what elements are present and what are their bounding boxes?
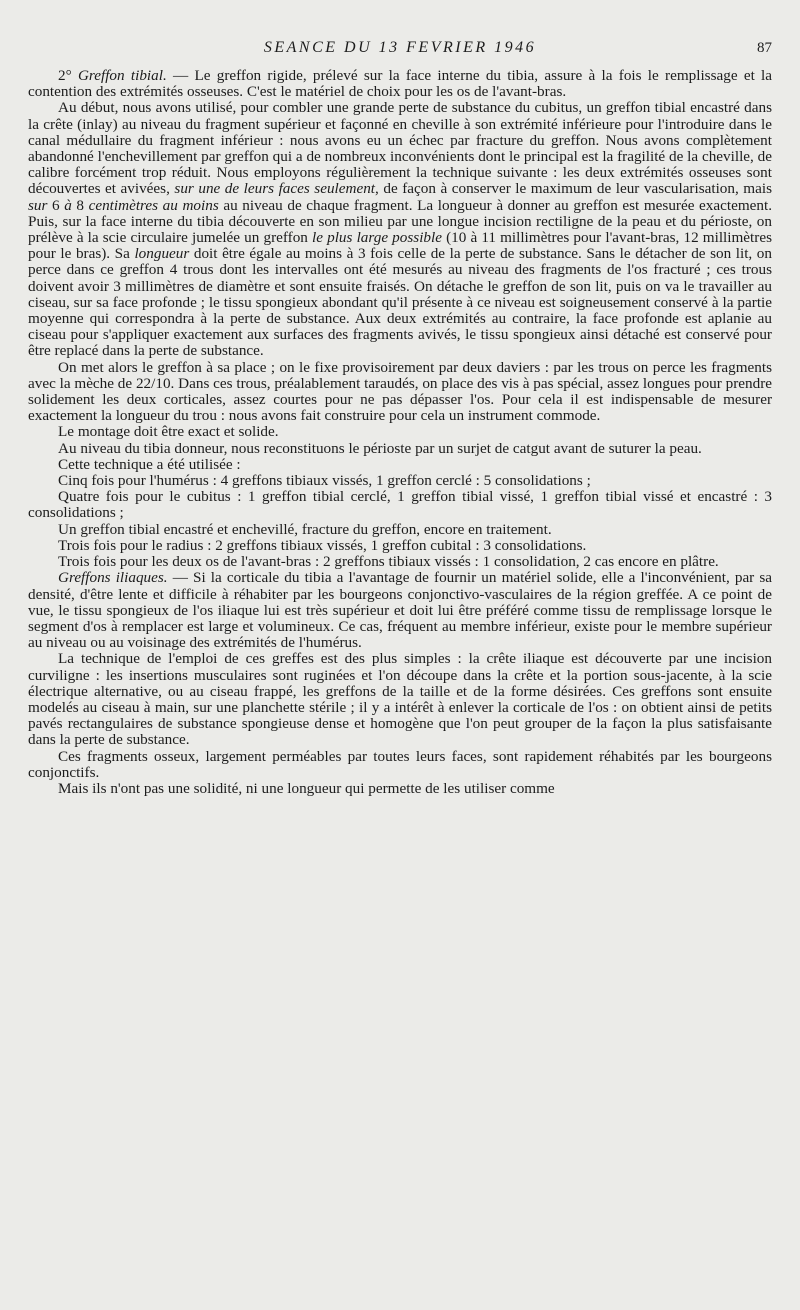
italic-run: à bbox=[64, 196, 72, 214]
text-run: Au niveau du tibia donneur, nous reconstituons le périoste par un surjet de catgut avant de suturer la peau. bbox=[58, 439, 702, 457]
paragraph bbox=[28, 424, 772, 440]
text-run: Trois fois pour les deux os de l'avant-bras : 2 greffons tibiaux vissés : 1 consolidation, 2 cas encore en plâtre. bbox=[58, 553, 719, 571]
paragraph bbox=[28, 749, 772, 781]
italic-run: Greffons iliaques. bbox=[58, 569, 168, 587]
text-run: 8 bbox=[71, 196, 89, 214]
text-run: Au début, nous avons utilisé, pour combler une grande perte de substance du cubitus, un greffon tibial encastré dans la crête (inlay) au niveau du fragment supérieur et façonné en cheville à son extrémité inférieure pour l'introduire dans le canal médullaire du fragment inférieur : nous avons eu un échec par fracture du greffon. Nous avons complètement abandonné l'enchevillement par greffon qui a de nombreux inconvénients dont le principal est la fragilité de la cheville, de calibre forcément trop réduit. Nous employons régulièrement la technique suivante : les deux extrémités osseuses sont découvertes et avivées, bbox=[28, 99, 772, 198]
paragraph bbox=[28, 554, 772, 570]
paragraph bbox=[28, 522, 772, 538]
running-header bbox=[28, 36, 772, 60]
running-title: SEANCE DU 13 FEVRIER 1946 bbox=[263, 39, 537, 56]
text-run: Mais ils n'ont pas une solidité, ni une longueur qui permette de les utiliser comme bbox=[58, 779, 555, 797]
italic-run: Greffon tibial. bbox=[77, 67, 167, 84]
paragraph bbox=[28, 781, 772, 797]
paragraph bbox=[28, 457, 772, 473]
text-run: Quatre fois pour le cubitus : 1 greffon tibial cerclé, 1 greffon tibial vissé, 1 greffon tibial vissé et encastré : 3 consolidations ; bbox=[28, 488, 772, 522]
italic-run: sur bbox=[28, 196, 48, 214]
text-run: Un greffon tibial encastré et enchevillé, fracture du greffon, encore en traitement. bbox=[58, 520, 552, 538]
text-run: Le montage doit être exact et solide. bbox=[58, 423, 279, 441]
paragraph bbox=[28, 68, 772, 100]
paragraph bbox=[28, 538, 772, 554]
article-body bbox=[28, 68, 772, 797]
page-number: 87 bbox=[757, 40, 772, 56]
text-run: au niveau de chaque fragment. La longueur à donner au greffon est mesurée exactement. Puis, sur la face interne du tibia découverte en son milieu par une longue incision rectiligne de la peau et du périoste, on prélève à la scie circulaire jumelée un greffon bbox=[28, 196, 773, 247]
text-run: On met alors le greffon à sa place ; on le fixe provisoirement par deux daviers : par les trous on perce les fragments avec la mèche de 22/10. Dans ces trous, préalablement taraudés, on place des vis à pas spécial, assez longues pour prendre solidement les deux corticales, assez courtes pour ne pas dépasser l'os. Pour cela il est indispensable de mesurer exactement la longueur du trou : nous avons fait construire pour cela un instrument commode. bbox=[28, 358, 772, 425]
text-run: 6 bbox=[47, 196, 65, 214]
paragraph bbox=[28, 489, 772, 521]
text-run: , de façon à conserver le maximum de leur vascularisation, mais bbox=[375, 180, 772, 198]
paragraph bbox=[28, 441, 772, 457]
italic-run: le plus large possible bbox=[312, 229, 442, 247]
paragraph bbox=[28, 570, 772, 651]
paragraph bbox=[28, 651, 772, 748]
italic-run: sur une de leurs faces seulement bbox=[174, 180, 376, 198]
paragraph bbox=[28, 360, 772, 425]
text-run: Cinq fois pour l'humérus : 4 greffons tibiaux vissés, 1 greffon cerclé : 5 consolidations ; bbox=[58, 472, 591, 490]
text-run: — Si la corticale du tibia a l'avantage de fournir un matériel solide, elle a l'inconvénient, par sa densité, d'être lente et difficile à réhabiter par les bourgeons conjonctivo-vasculaires de la région greffée. A ce point de vue, le tissu spongieux de l'os iliaque lui est très supérieur et doit lui être préféré comme tissu de remplissage lorsque le segment d'os à remplacer est large et volumineux. Ce cas, fréquent au membre inférieur, existe pour le membre supérieur au niveau ou au voisinage des extrémités de l'humérus. bbox=[28, 569, 773, 652]
paragraph bbox=[28, 473, 772, 489]
text-run: doit être égale au moins à 3 fois celle de la perte de substance. Sans le détacher de son lit, on perce dans ce greffon 4 trous dont les intervalles ont été mesurés au niveau des fragments de l'os fracturé ; ces trous doivent avoir 3 millimètres de diamètre et sont ensuite fraisés. On détache le greffon de son lit, puis on va le travailler au ciseau, sur sa face profonde ; le tissu spongieux abondant qu'il présente à ce niveau est soigneusement conservé à la partie moyenne qui correspondra à la perte de substance. Aux deux extrémités au contraire, la face profonde est aplanie au ciseau pour s'appliquer exactement aux surfaces des fragments avivés, le tissu spongieux ainsi détaché est conservé pour être replacé dans la perte de substance. bbox=[28, 245, 772, 360]
text-run: Ces fragments osseux, largement perméables par toutes leurs faces, sont rapidement réhabités par les bourgeons conjonctifs. bbox=[28, 747, 772, 781]
text-run: (10 à 11 millimètres pour l'avant-bras, 12 millimètres pour le bras). Sa bbox=[28, 229, 772, 263]
text-run: Trois fois pour le radius : 2 greffons tibiaux vissés, 1 greffon cubital : 3 consolidations. bbox=[58, 536, 587, 554]
italic-run: longueur bbox=[134, 245, 190, 263]
italic-run: centimètres au moins bbox=[88, 196, 219, 214]
text-run: 2° bbox=[58, 67, 78, 84]
text-run: — Le greffon rigide, prélevé sur la face interne du tibia, assure à la fois le remplissage et la contention des extrémités osseuses. C'est le matériel de choix pour les os de l'avant-bras. bbox=[28, 67, 773, 101]
text-run: La technique de l'emploi de ces greffes est des plus simples : la crête iliaque est découverte par une incision curviligne : les insertions musculaires sont ruginées et l'on découpe dans la crête et la portion sous-jacente, à la scie électrique alternative, ou au ciseau frappé, les greffons de la taille et de la forme désirées. Ces greffons sont ensuite modelés au ciseau à main, sur une planchette stérile ; il y a intérêt à enlever la corticale de l'os : on obtient ainsi de petits pavés rectangulaires de substance spongieuse dense et homogène que l'on peut grouper de la façon la plus satisfaisante dans la perte de substance. bbox=[28, 650, 772, 749]
paragraph bbox=[28, 100, 772, 359]
text-run: Cette technique a été utilisée : bbox=[58, 455, 241, 473]
